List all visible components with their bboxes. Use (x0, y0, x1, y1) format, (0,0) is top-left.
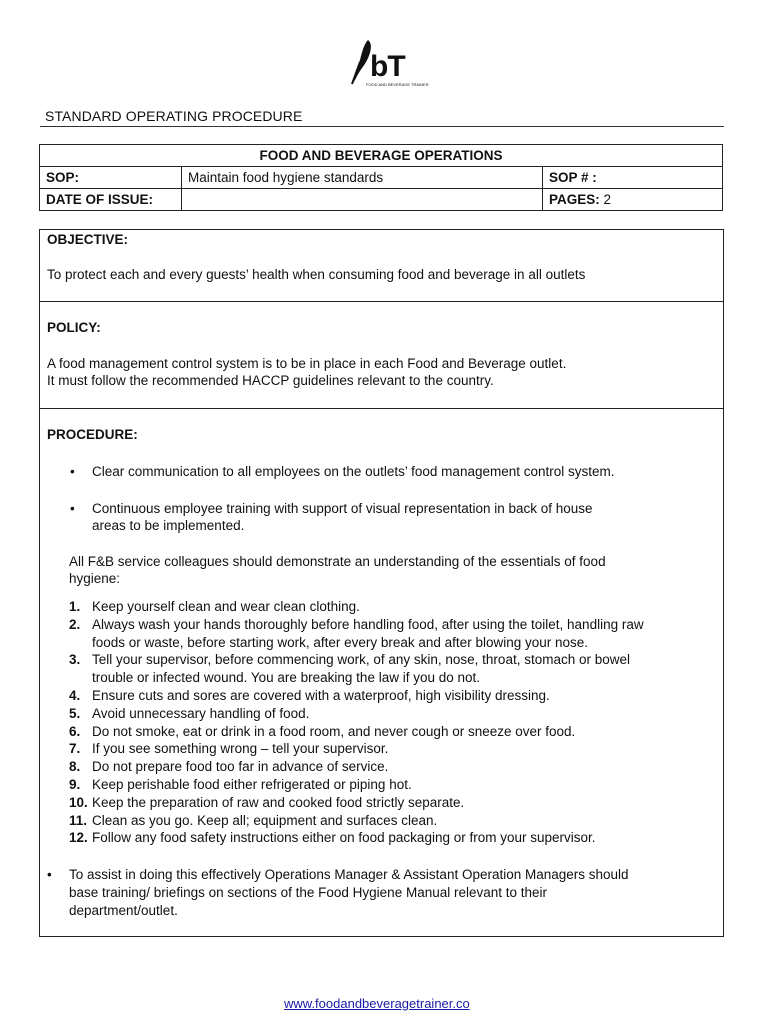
procedure-section (39, 409, 724, 937)
list-item: 1. Keep yourself clean and wear clean clothing. (69, 599, 360, 614)
bullet-icon: • (70, 501, 75, 516)
objective-heading: OBJECTIVE: (47, 232, 129, 247)
bullet-icon: • (47, 867, 52, 882)
bullet-text-line-2: areas to be implemented. (92, 518, 245, 533)
policy-line-1: A food management control system is to be in place in each Food and Beverage outlet. (47, 356, 567, 371)
sop-label: SOP: (40, 167, 182, 189)
objective-text: To protect each and every guests’ health when consuming food and beverage in all outlets (47, 267, 586, 282)
table-heading: FOOD AND BEVERAGE OPERATIONS (40, 145, 723, 167)
list-item: 8. Do not prepare food too far in advance of service. (69, 759, 389, 775)
sop-value: Maintain food hygiene standards (182, 167, 543, 189)
list-item: 7. If you see something wrong – tell your supervisor. (69, 741, 389, 757)
document-title: STANDARD OPERATING PROCEDURE (45, 108, 303, 124)
list-item: 11. Clean as you go. Keep all; equipment and surfaces clean. (69, 812, 438, 828)
bullet-icon: • (70, 464, 75, 479)
date-of-issue-value (182, 189, 543, 211)
final-bullet-line-3: department/outlet. (69, 903, 178, 918)
bullet-text-line-1: Continuous employee training with support of visual representation in back of house (92, 501, 593, 516)
list-item: 6. Do not smoke, eat or drink in a food room, and never cough or sneeze over food. (69, 723, 576, 739)
list-item: 5. Avoid unnecessary handling of food. (69, 705, 310, 721)
procedure-intro-line-2: hygiene: (69, 571, 121, 586)
list-item: 3. Tell your supervisor, before commencing work, of any skin, nose, throat, stomach or bowel trouble or infected wound. You are breaking the law if you do not. (69, 652, 630, 686)
hygiene-essentials-list (69, 598, 719, 847)
logo-tagline: FOOD AND BEVERAGE TRAINER (366, 82, 429, 87)
policy-section (39, 301, 724, 409)
final-bullet-line-2: base training/ briefings on sections of the Food Hygiene Manual relevant to their (69, 885, 548, 900)
list-item: 10. Keep the preparation of raw and cooked food strictly separate. (69, 794, 465, 810)
pages-cell (543, 189, 723, 211)
objective-section (39, 229, 724, 302)
sop-number-cell (543, 167, 723, 189)
title-divider (40, 126, 724, 127)
procedure-heading: PROCEDURE: (47, 427, 138, 442)
policy-line-2: It must follow the recommended HACCP guidelines relevant to the country. (47, 373, 494, 388)
footer-website-link[interactable]: www.foodandbeveragetrainer.co (284, 996, 470, 1011)
list-item: 2. Always wash your hands thoroughly before handling food, after using the toilet, handling raw foods or waste, before starting work, after every break and after blowing your nose. (69, 616, 644, 650)
pages-label: PAGES: (549, 192, 600, 207)
list-item: 12. Follow any food safety instructions either on food packaging or from your supervisor. (69, 830, 596, 846)
bullet-text: Clear communication to all employees on the outlets’ food management control system. (92, 464, 615, 479)
policy-heading: POLICY: (47, 320, 101, 335)
date-of-issue-label: DATE OF ISSUE: (40, 189, 182, 211)
final-bullet-line-1: To assist in doing this effectively Operations Manager & Assistant Operation Managers should (69, 867, 629, 882)
fbt-logo (348, 38, 429, 88)
list-item: 4. Ensure cuts and sores are covered with a waterproof, high visibility dressing. (69, 687, 550, 703)
sop-number-label: SOP # : (549, 170, 597, 185)
list-item: 9. Keep perishable food either refrigerated or piping hot. (69, 776, 412, 792)
pages-value: 2 (603, 192, 612, 207)
procedure-intro-line-1: All F&B service colleagues should demonstrate an understanding of the essentials of food (69, 554, 606, 569)
logo-letters: bT (370, 50, 405, 83)
sop-header-table (39, 144, 723, 211)
